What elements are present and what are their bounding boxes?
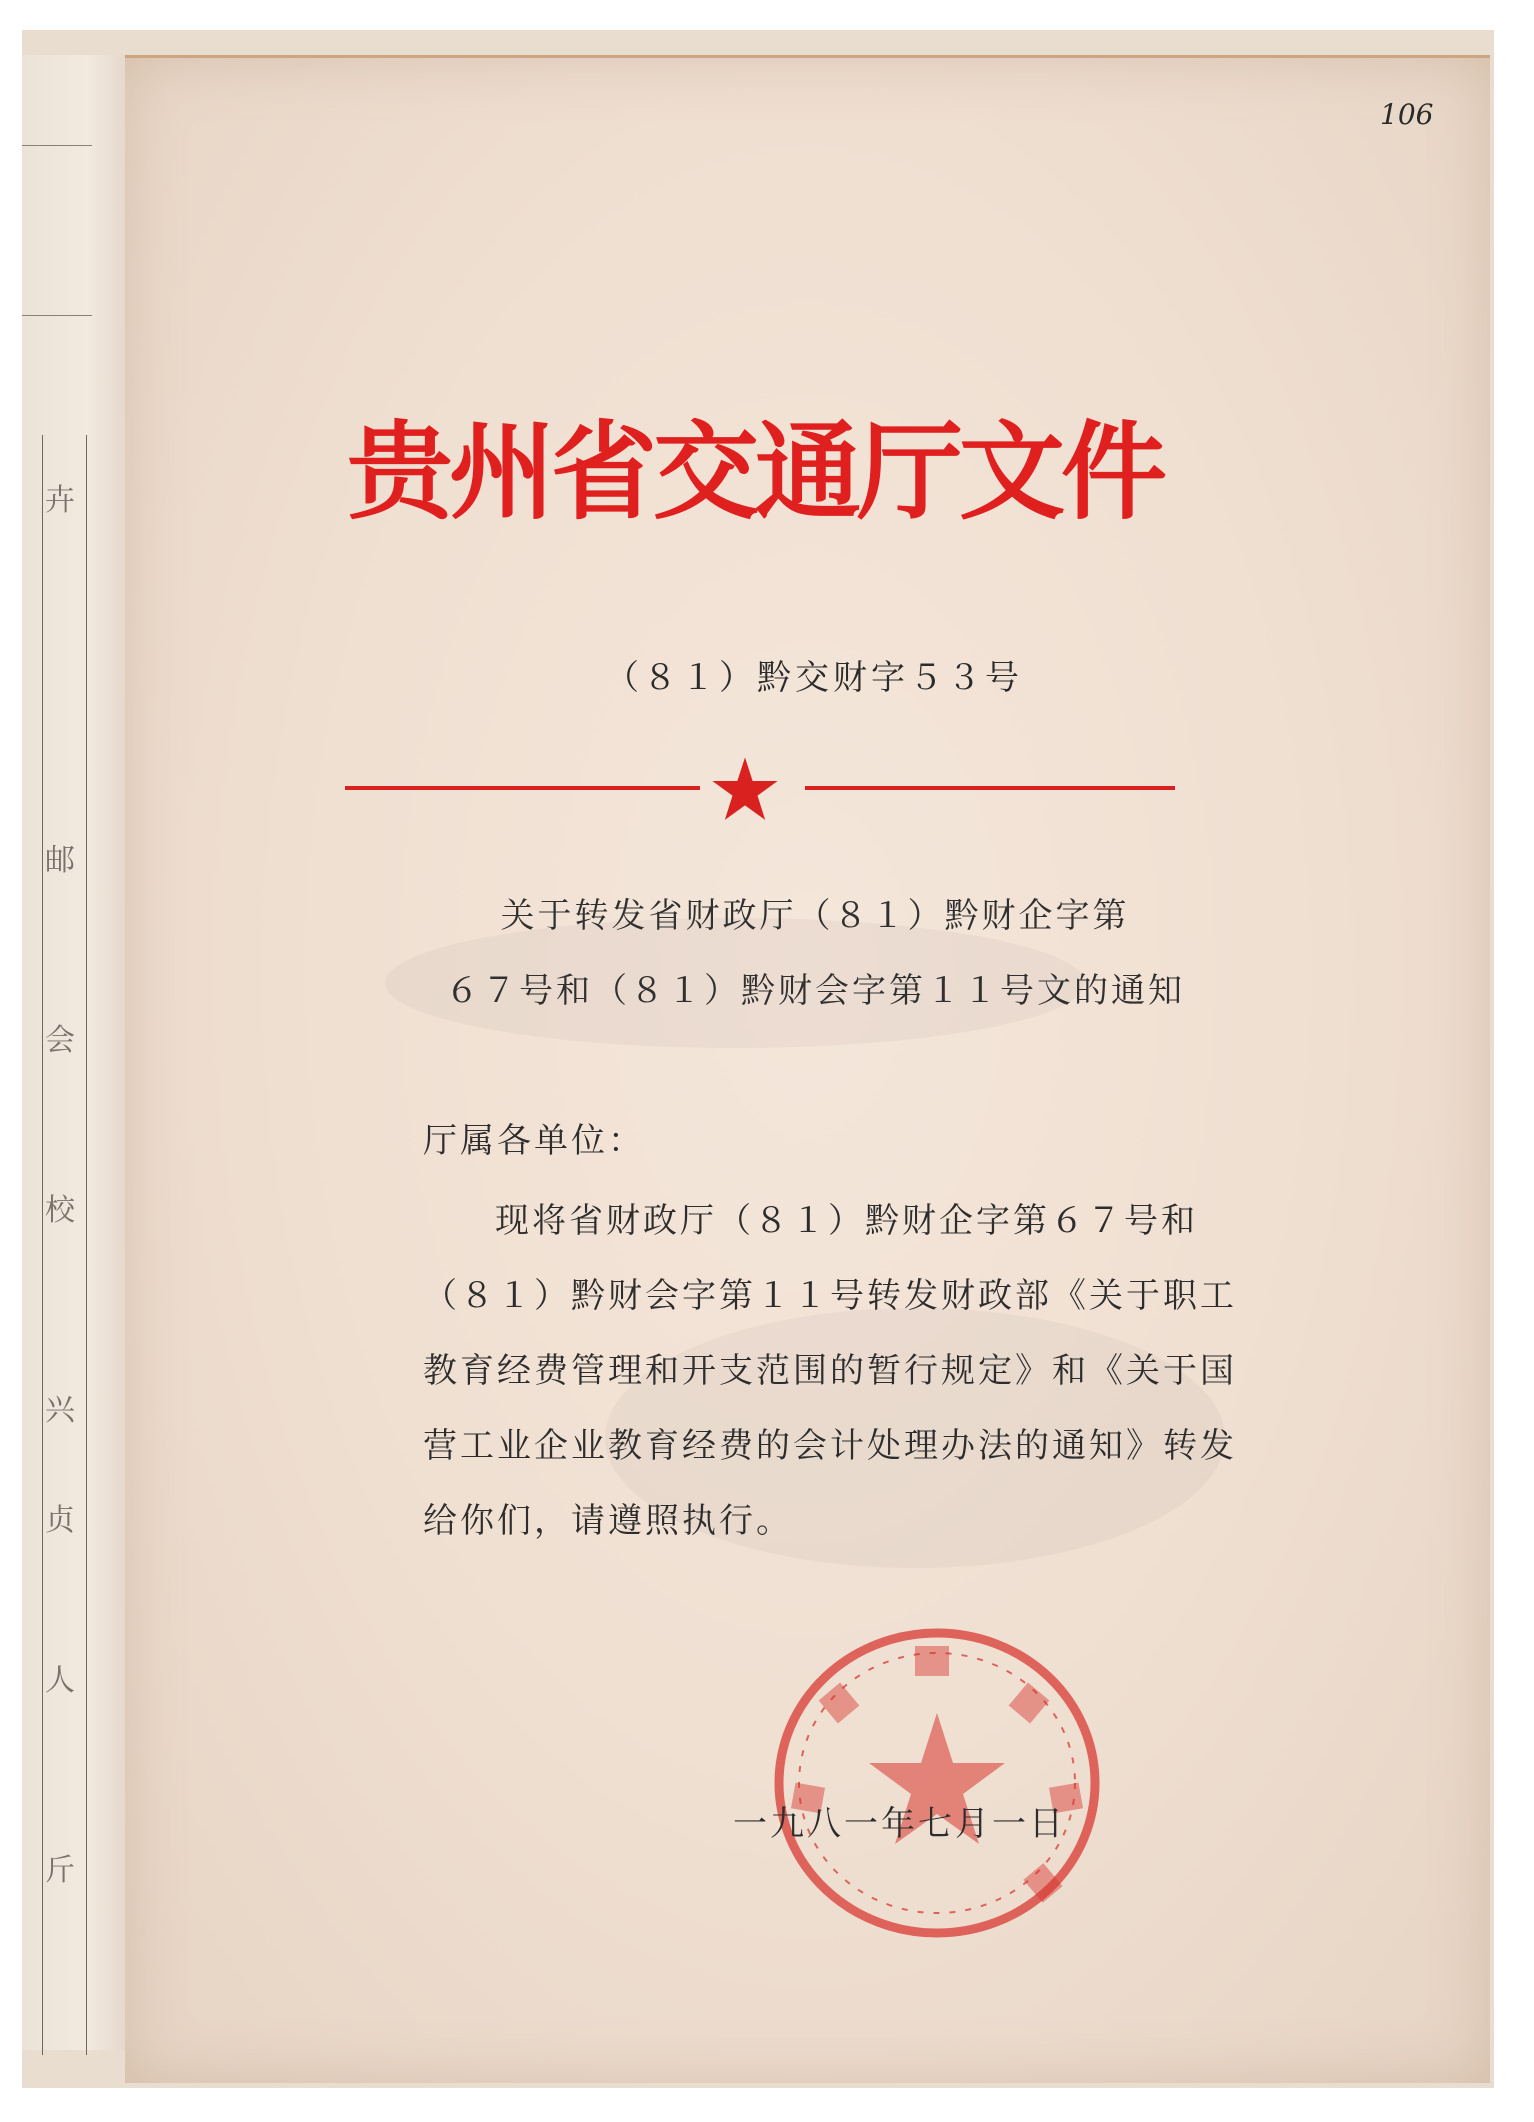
binding-fragment: 会 — [45, 1023, 75, 1058]
binding-fragment: 邮 — [45, 843, 75, 878]
document-page — [125, 55, 1490, 2083]
body-paragraph-line: 现将省财政厅（８１）黔财企字第６７号和 — [495, 1201, 1198, 1241]
body-paragraph-line: （８１）黔财会字第１１号转发财政部《关于职工 — [423, 1276, 1237, 1316]
salutation: 厅属各单位： — [423, 1121, 645, 1161]
binding-fragment: 贞 — [45, 1503, 75, 1538]
previous-page-edge — [22, 55, 134, 2050]
issue-date: 一九八一年七月一日 — [733, 1804, 1066, 1844]
star-icon — [710, 756, 780, 822]
divider — [22, 145, 92, 146]
document-number: （８１）黔交财字５３号 — [605, 658, 1023, 698]
divider — [86, 435, 87, 2055]
divider — [22, 315, 92, 316]
divider — [42, 435, 43, 2055]
official-seal-icon — [765, 1618, 1110, 1948]
page-number: 106 — [1380, 98, 1434, 131]
body-paragraph-line: 营工业企业教育经费的会计处理办法的通知》转发 — [423, 1426, 1237, 1466]
binding-fragment: 卉 — [45, 483, 75, 518]
binding-fragment: 兴 — [45, 1393, 75, 1428]
document-header-title: 贵州省交通厅文件 — [347, 411, 1163, 534]
header-divider-left — [345, 786, 700, 790]
body-paragraph-line: 教育经费管理和开支范围的暂行规定》和《关于国 — [423, 1351, 1237, 1391]
subject-line-1: 关于转发省财政厅（８１）黔财企字第 — [500, 896, 1130, 936]
subject-line-2: ６７号和（８１）黔财会字第１１号文的通知 — [445, 971, 1185, 1011]
binding-fragment: 校 — [45, 1193, 75, 1228]
header-divider-right — [805, 786, 1175, 790]
binding-fragment: 人 — [45, 1663, 75, 1698]
body-paragraph-line: 给你们，请遵照执行。 — [423, 1501, 793, 1541]
binding-fragment: 斤 — [45, 1853, 75, 1888]
